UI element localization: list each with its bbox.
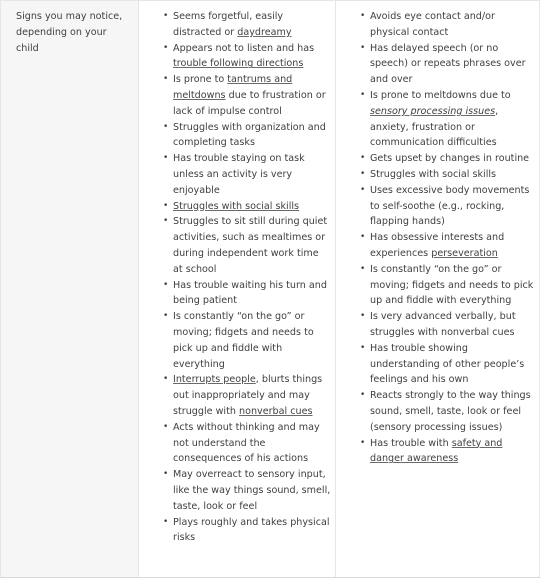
article-link[interactable]: trouble following directions [173,58,304,70]
item-text: Is prone to meltdowns due to [370,89,511,101]
item-text: Avoids eye contact and/or physical contact [370,11,495,38]
row-label: Signs you may notice, depending on your child [16,11,123,54]
item-text: Uses excessive body movements to self-soothe (e.g., rocking, flapping hands) [370,184,530,228]
list-item [163,278,331,310]
list-item [163,9,331,41]
item-text: Gets upset by changes in routine [370,153,530,165]
item-text: , blurts things out inappropriately and may struggle with [173,374,323,417]
article-link[interactable]: safety and danger awareness [370,437,503,465]
list-item [360,183,535,230]
item-text: Is prone to [173,74,228,86]
list-item [163,467,331,514]
item-text: Has trouble staying on task unless an activity is very enjoyable [173,153,305,196]
list-item [360,41,535,88]
item-text: May overreact to sensory input, like the way things sound, smell, taste, look or feel [173,469,331,512]
article-link[interactable]: Interrupts people [173,374,256,386]
signs-column-2 [335,1,540,577]
item-text: Struggles with organization and completing tasks [173,121,326,149]
article-link[interactable]: Struggles with social skills [173,200,300,212]
item-text: due to frustration or lack of impulse control [173,89,326,117]
list-item [360,151,535,167]
list-item [360,230,535,262]
list-item [360,9,535,41]
item-text: Struggles to sit still during quiet activities, such as mealtimes or during independent work time at school [173,216,328,275]
item-text: Is constantly “on the go” or moving; fidgets and needs to pick up and fiddle with everything [173,311,314,370]
item-text: Struggles with social skills [370,168,497,180]
list-item [163,199,331,215]
list-item [163,214,331,277]
item-text: Reacts strongly to the way things sound, smell, taste, look or feel (sensory processing issues) [370,390,531,433]
item-text: Seems forgetful, easily distracted or [173,11,284,38]
list-item [163,372,331,419]
row-label-cell [0,1,138,577]
list-item [163,151,331,198]
signs-column-1 [138,1,335,577]
list-item [360,436,535,468]
item-text: Has delayed speech (or no speech) or repeats phrases over and over [370,42,526,86]
article-link[interactable]: perseveration [431,247,498,259]
item-text: Acts without thinking and may not understand the consequences of his actions [173,421,320,465]
list-item [163,120,331,152]
list-item [163,309,331,372]
article-link[interactable]: tantrums and meltdowns [173,74,293,101]
article-link[interactable]: sensory processing issues [370,105,496,117]
list-item [163,72,331,119]
item-text: , anxiety, frustration or communication difficulties [370,105,499,149]
list-item [360,167,535,183]
item-text: Has obsessive interests and experiences [370,232,505,259]
item-text: Plays roughly and takes physical risks [173,516,330,544]
item-text: Has trouble waiting his turn and being patient [173,279,327,307]
list-item [360,388,535,435]
signs-list-1 [163,9,331,546]
list-item [360,262,535,309]
item-text: Has trouble with [370,437,452,449]
item-text: Has trouble showing understanding of other people’s feelings and his own [370,342,525,386]
list-item [360,341,535,388]
list-item [360,309,535,341]
article-link[interactable]: daydreamy [237,26,292,38]
item-text: Appears not to listen and has [173,42,315,54]
item-text: Is constantly “on the go” or moving; fidgets and needs to pick up and fiddle with everything [370,263,534,307]
article-link[interactable]: nonverbal cues [239,405,313,417]
list-item [163,420,331,467]
list-item [360,88,535,151]
signs-list-2 [360,9,535,467]
list-item [163,515,331,547]
item-text: Is very advanced verbally, but struggles with nonverbal cues [370,311,516,338]
list-item [163,41,331,73]
